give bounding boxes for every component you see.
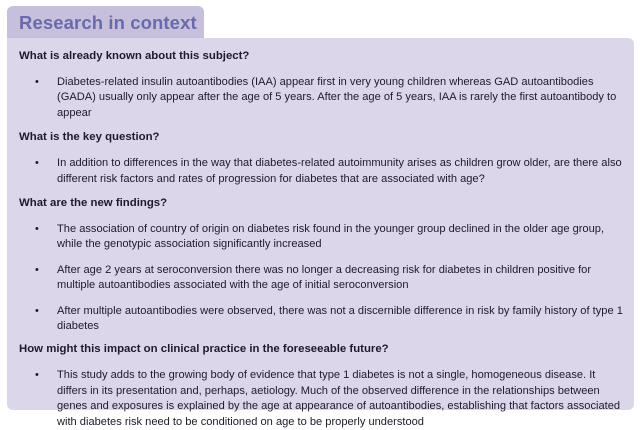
research-box: [7, 38, 634, 428]
bullet-text: Diabetes-related insulin autoantibodies (IAA) appear first in very young children whereas GAD autoantibodies (GADA) usually only appear after the age of 5 years. After the age of 5 years, IAA is rarely the first autoantibody to appear: [57, 76, 617, 119]
section-known: [19, 48, 624, 121]
bullet-text: After multiple autoantibodies were observed, there was not a discernible difference in risk by family history of type 1 diabetes: [57, 304, 623, 333]
bullet-icon: •: [35, 223, 39, 236]
section-heading: What are the new findings?: [19, 197, 168, 210]
bullet-text: The association of country of origin on diabetes risk found in the younger group declined in the older age group, while the genotypic association significantly increased: [57, 223, 605, 251]
bullet-item: [19, 304, 624, 335]
bullet-icon: •: [35, 263, 39, 276]
bullet-item: [19, 263, 624, 294]
section-heading: How might this impact on clinical practice in the foreseeable future?: [19, 343, 389, 356]
bullet-icon: •: [35, 76, 39, 88]
bullet-icon: •: [35, 304, 39, 317]
section-clinical-impact: [19, 341, 624, 430]
bullet-icon: •: [35, 369, 39, 382]
section-new-findings: [19, 195, 624, 334]
bullet-item: [19, 75, 624, 121]
box-title: Research in context: [19, 12, 197, 33]
section-heading: What is the key question?: [19, 131, 160, 144]
bullet-icon: •: [35, 157, 39, 170]
bullet-item: [19, 156, 624, 187]
section-heading: What is already known about this subject?: [19, 50, 250, 62]
bullet-list: [19, 156, 624, 187]
bullet-list: [19, 75, 624, 121]
bullet-text: This study adds to the growing body of evidence that type 1 diabetes is not a single, homogeneous disease. It differs in its presentation and, perhaps, aetiology. Much of the observed difference in the relationships between genes and exposures is explained by the age at appearance of autoantibodies, establishing that factors associated with diabetes risk need to be conditioned on age to be properly understood: [57, 369, 621, 428]
bullet-item: [19, 222, 624, 253]
bullet-list: [19, 368, 624, 430]
section-key-question: [19, 129, 624, 187]
bullet-text: After age 2 years at seroconversion there was no longer a decreasing risk for diabetes in children positive for multiple autoantibodies associated with the age of initial seroconversion: [57, 263, 592, 292]
research-content: [19, 48, 624, 430]
bullet-list: [19, 222, 624, 334]
bullet-text: In addition to differences in the way that diabetes-related autoimmunity arises as children grow older, are there also different risk factors and rates of progression for diabetes that are associated with age?: [57, 157, 622, 185]
title-tab: [7, 6, 204, 38]
bullet-item: [19, 368, 624, 430]
